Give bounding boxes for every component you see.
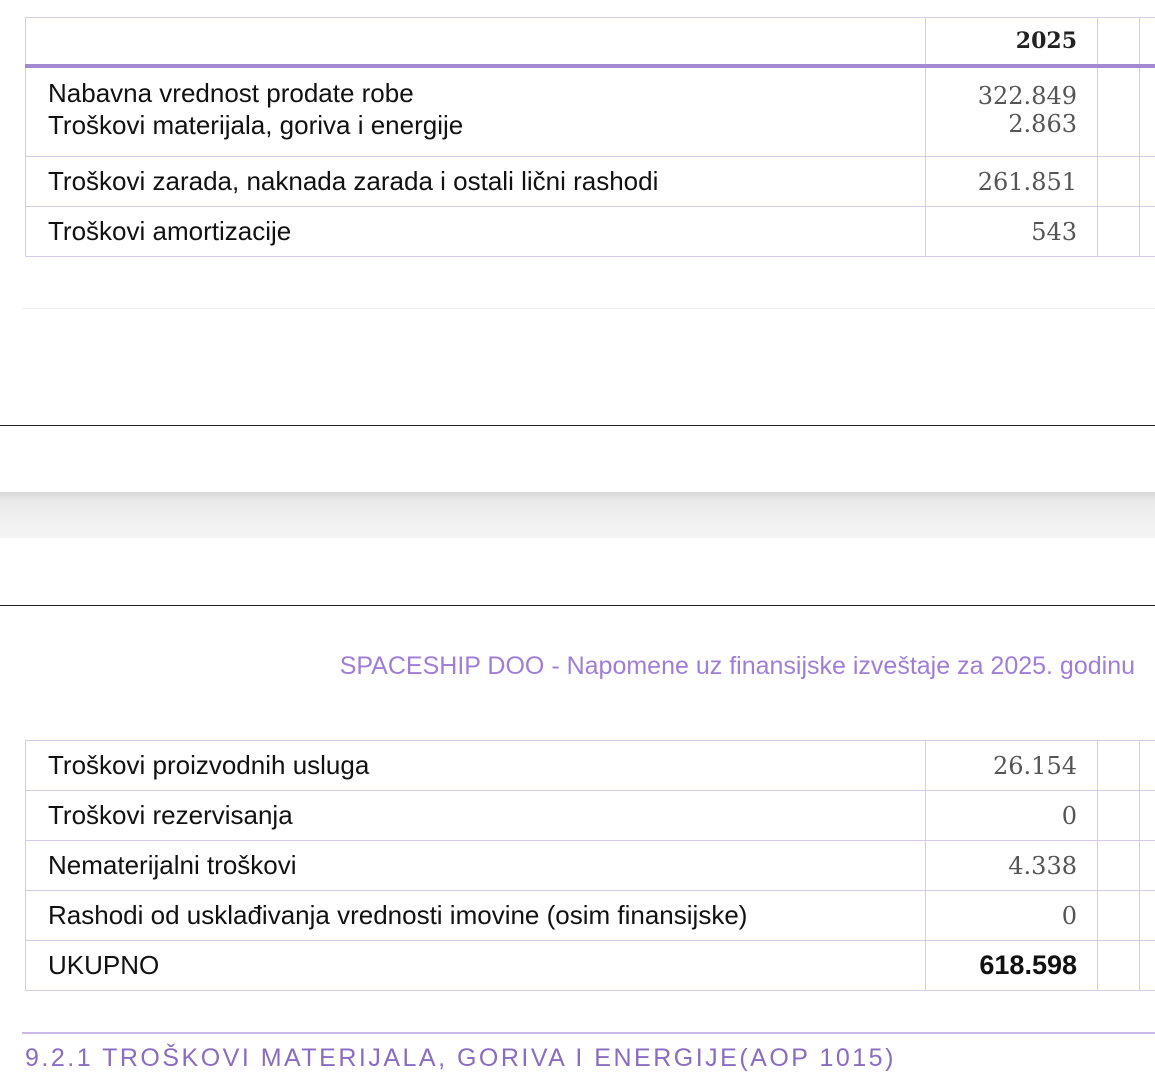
empty-cell [1140,66,1155,110]
empty-cell [1140,891,1155,941]
table-row [26,741,1155,791]
row-value: 26.154 [926,741,1098,791]
row-value: 4.338 [926,841,1098,891]
expenses-table-part1 [25,17,1155,257]
header-empty-cell [1140,18,1155,66]
header-label-cell [26,18,926,66]
empty-cell [1098,207,1140,257]
empty-cell [1140,791,1155,841]
row-value: 261.851 [926,157,1098,207]
row-label: Nabavna vrednost prodate robe [26,66,926,110]
row-label: Troškovi proizvodnih usluga [26,741,926,791]
total-value: 618.598 [926,941,1098,991]
row-value: 322.849 [926,66,1098,110]
table-row [26,791,1155,841]
row-value: 543 [926,207,1098,257]
row-label: Troškovi rezervisanja [26,791,926,841]
empty-cell [1098,157,1140,207]
empty-cell [1098,110,1140,157]
table-row [26,841,1155,891]
year-header: 2025 [926,18,1098,66]
empty-cell [1140,110,1155,157]
empty-cell [1098,791,1140,841]
empty-cell [1098,941,1140,991]
row-label: Troškovi amortizacije [26,207,926,257]
header-empty-cell [1098,18,1140,66]
table-header-row [26,18,1155,66]
empty-cell [1140,841,1155,891]
empty-cell [1098,66,1140,110]
section-divider [22,1032,1155,1034]
empty-cell [1098,741,1140,791]
empty-cell [1140,941,1155,991]
page-header: SPACESHIP DOO - Napomene uz finansijske izveštaje za 2025. godinu [340,652,1135,681]
empty-cell [1140,157,1155,207]
table-row [26,207,1155,257]
row-value: 0 [926,891,1098,941]
table-row [26,891,1155,941]
table-row [26,157,1155,207]
empty-cell [1098,841,1140,891]
divider [22,308,1155,309]
row-label: Nematerijalni troškovi [26,841,926,891]
page-gap-band [0,492,1155,538]
row-label: Troškovi zarada, naknada zarada i ostali lični rashodi [26,157,926,207]
empty-cell [1098,891,1140,941]
row-value: 0 [926,791,1098,841]
total-label: UKUPNO [26,941,926,991]
total-row [26,941,1155,991]
row-value: 2.863 [926,110,1098,157]
page-break-line [0,425,1155,426]
table-row [26,66,1155,110]
row-label: Rashodi od usklađivanja vrednosti imovine (osim finansijske) [26,891,926,941]
row-label: Troškovi materijala, goriva i energije [26,110,926,157]
section-heading: 9.2.1 TROŠKOVI MATERIJALA, GORIVA I ENERGIJE(AOP 1015) [25,1044,896,1073]
expenses-table-part2 [25,740,1155,991]
empty-cell [1140,741,1155,791]
page-break-line [0,605,1155,606]
empty-cell [1140,207,1155,257]
table-row [26,110,1155,157]
